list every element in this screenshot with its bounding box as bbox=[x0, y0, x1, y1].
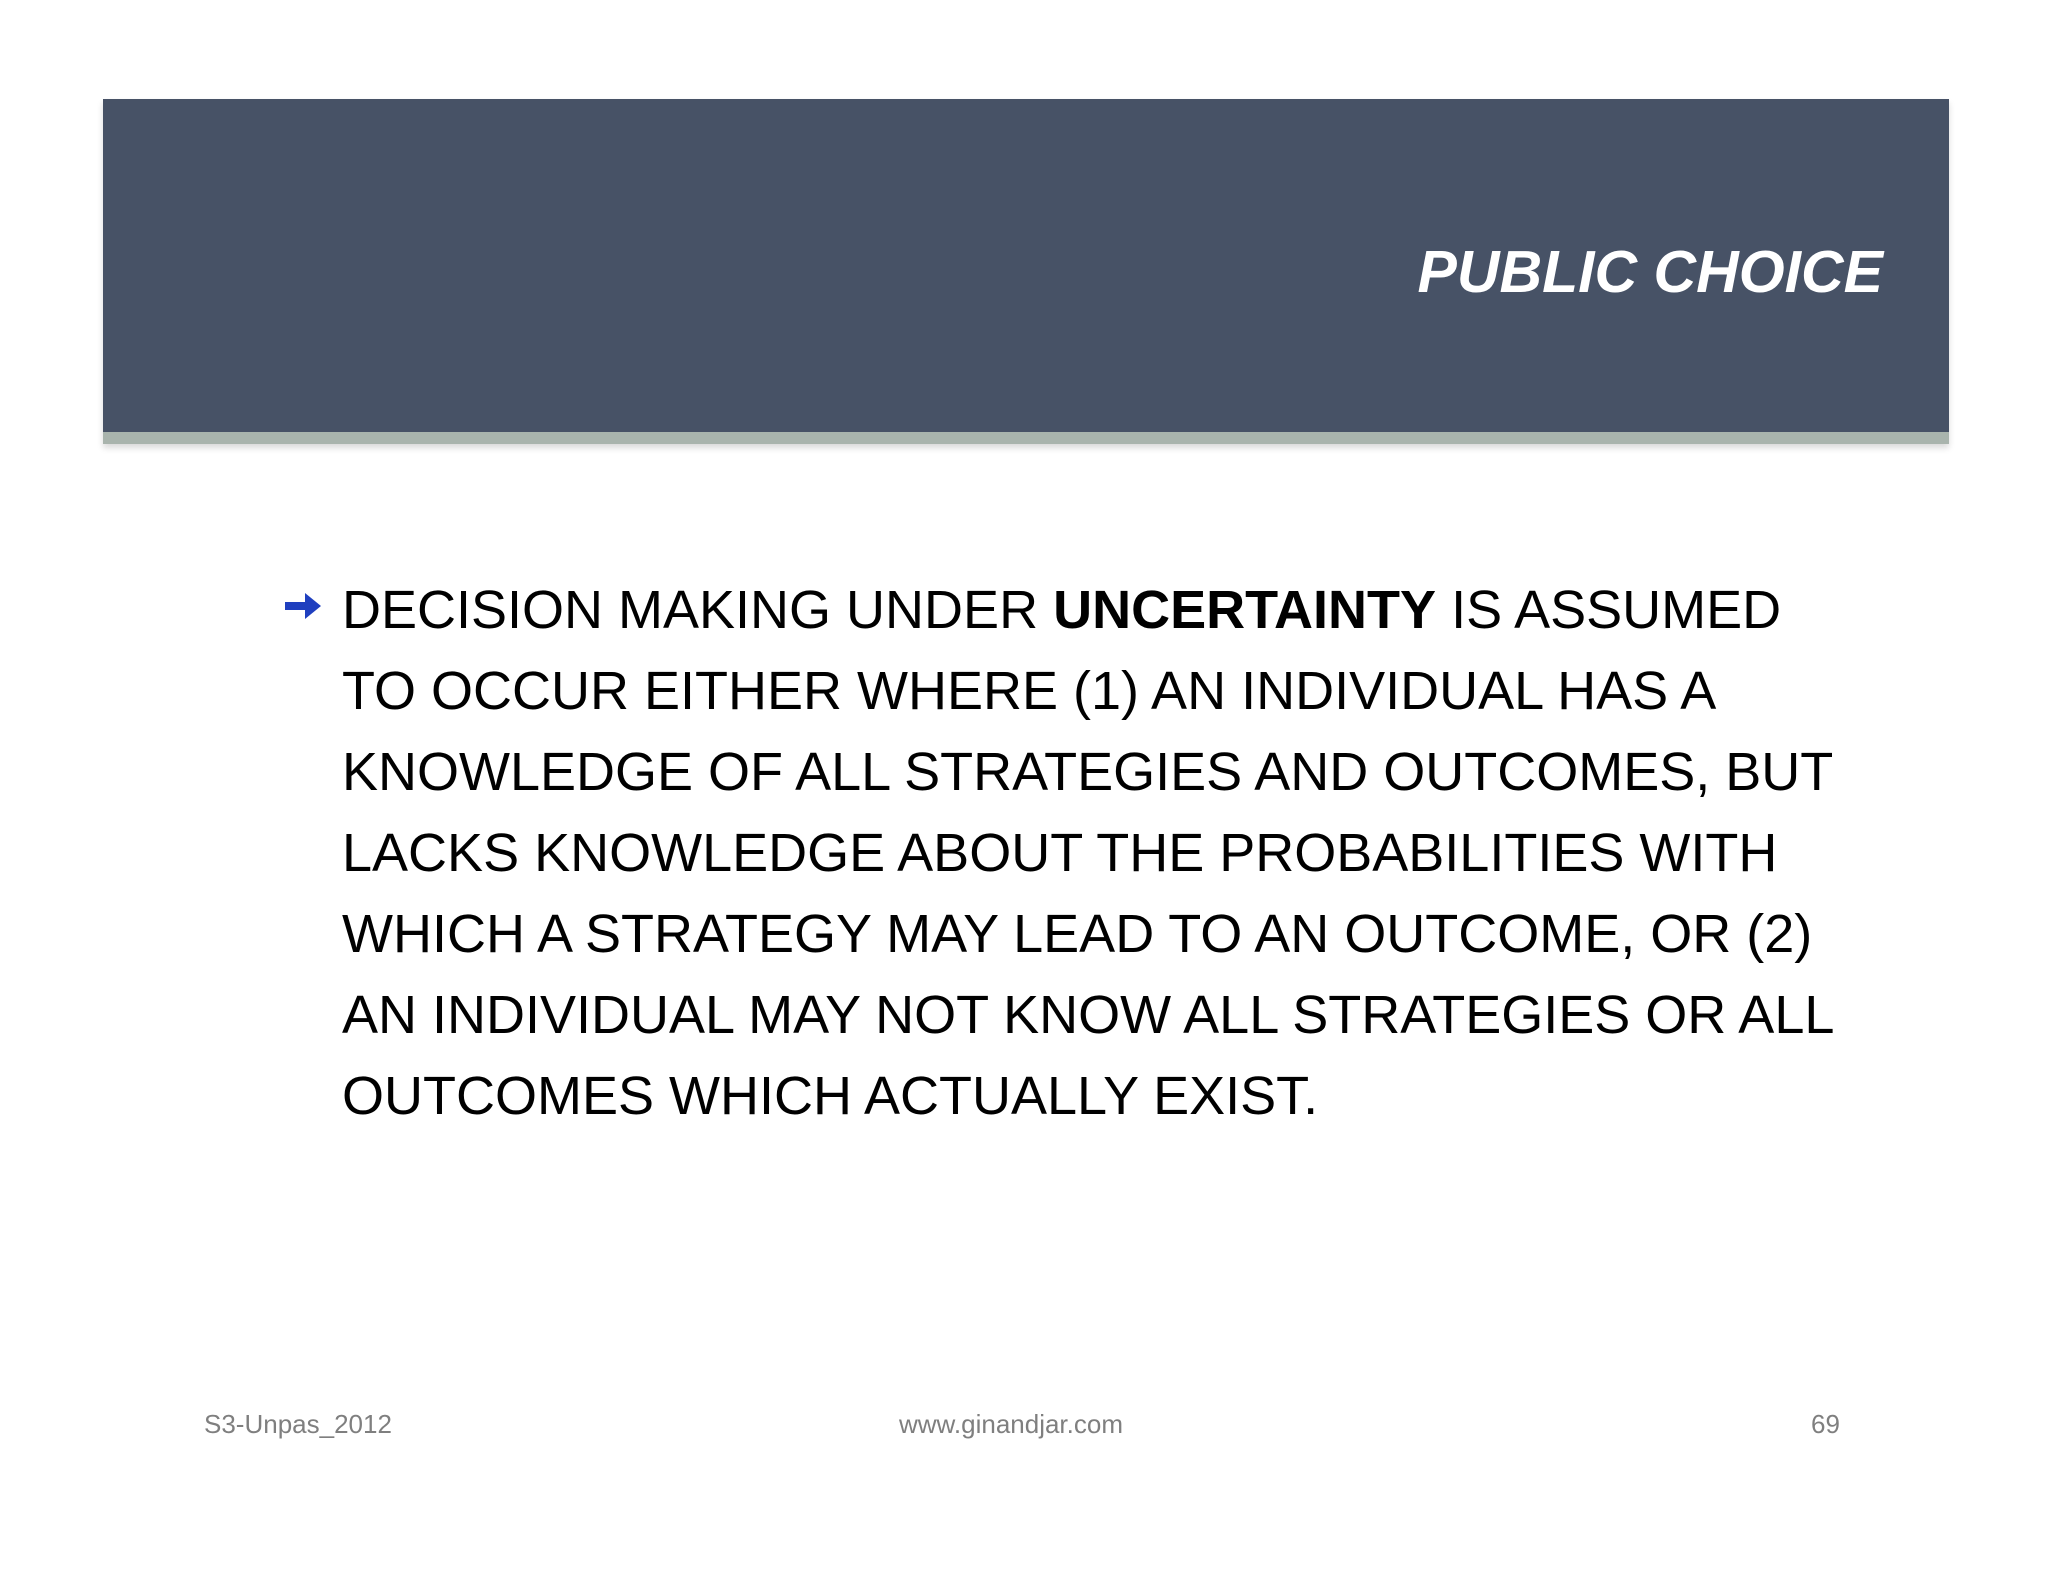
page-number: 69 bbox=[1811, 1409, 1840, 1439]
slide-title: PUBLIC CHOICE bbox=[1417, 239, 1883, 305]
bullet-line: AN INDIVIDUAL MAY NOT KNOW ALL STRATEGIES OR ALL bbox=[342, 985, 1835, 1045]
footer-source: S3-Unpas_2012 bbox=[204, 1409, 392, 1439]
title-band bbox=[103, 99, 1949, 444]
bullet-line: LACKS KNOWLEDGE ABOUT THE PROBABILITIES WITH bbox=[342, 823, 1778, 883]
bullet-text-segment: DECISION MAKING UNDER bbox=[342, 580, 1054, 640]
right-arrow-bullet-icon bbox=[283, 588, 323, 624]
slide-content bbox=[283, 570, 1963, 1137]
bullet-text-segment: IS ASSUMED bbox=[1436, 580, 1782, 640]
footer-website: www.ginandjar.com bbox=[899, 1409, 1123, 1439]
bullet-line: OUTCOMES WHICH ACTUALLY EXIST. bbox=[342, 1066, 1319, 1126]
bullet-paragraph bbox=[342, 570, 1952, 1137]
bullet-line: TO OCCUR EITHER WHERE (1) AN INDIVIDUAL HAS A bbox=[342, 661, 1717, 721]
bullet-line bbox=[342, 570, 1952, 651]
emphasis-uncertainty: UNCERTAINTY bbox=[1053, 580, 1437, 640]
bullet-line: WHICH A STRATEGY MAY LEAD TO AN OUTCOME, OR (2) bbox=[342, 904, 1813, 964]
bullet-line: KNOWLEDGE OF ALL STRATEGIES AND OUTCOMES, BUT bbox=[342, 742, 1834, 802]
